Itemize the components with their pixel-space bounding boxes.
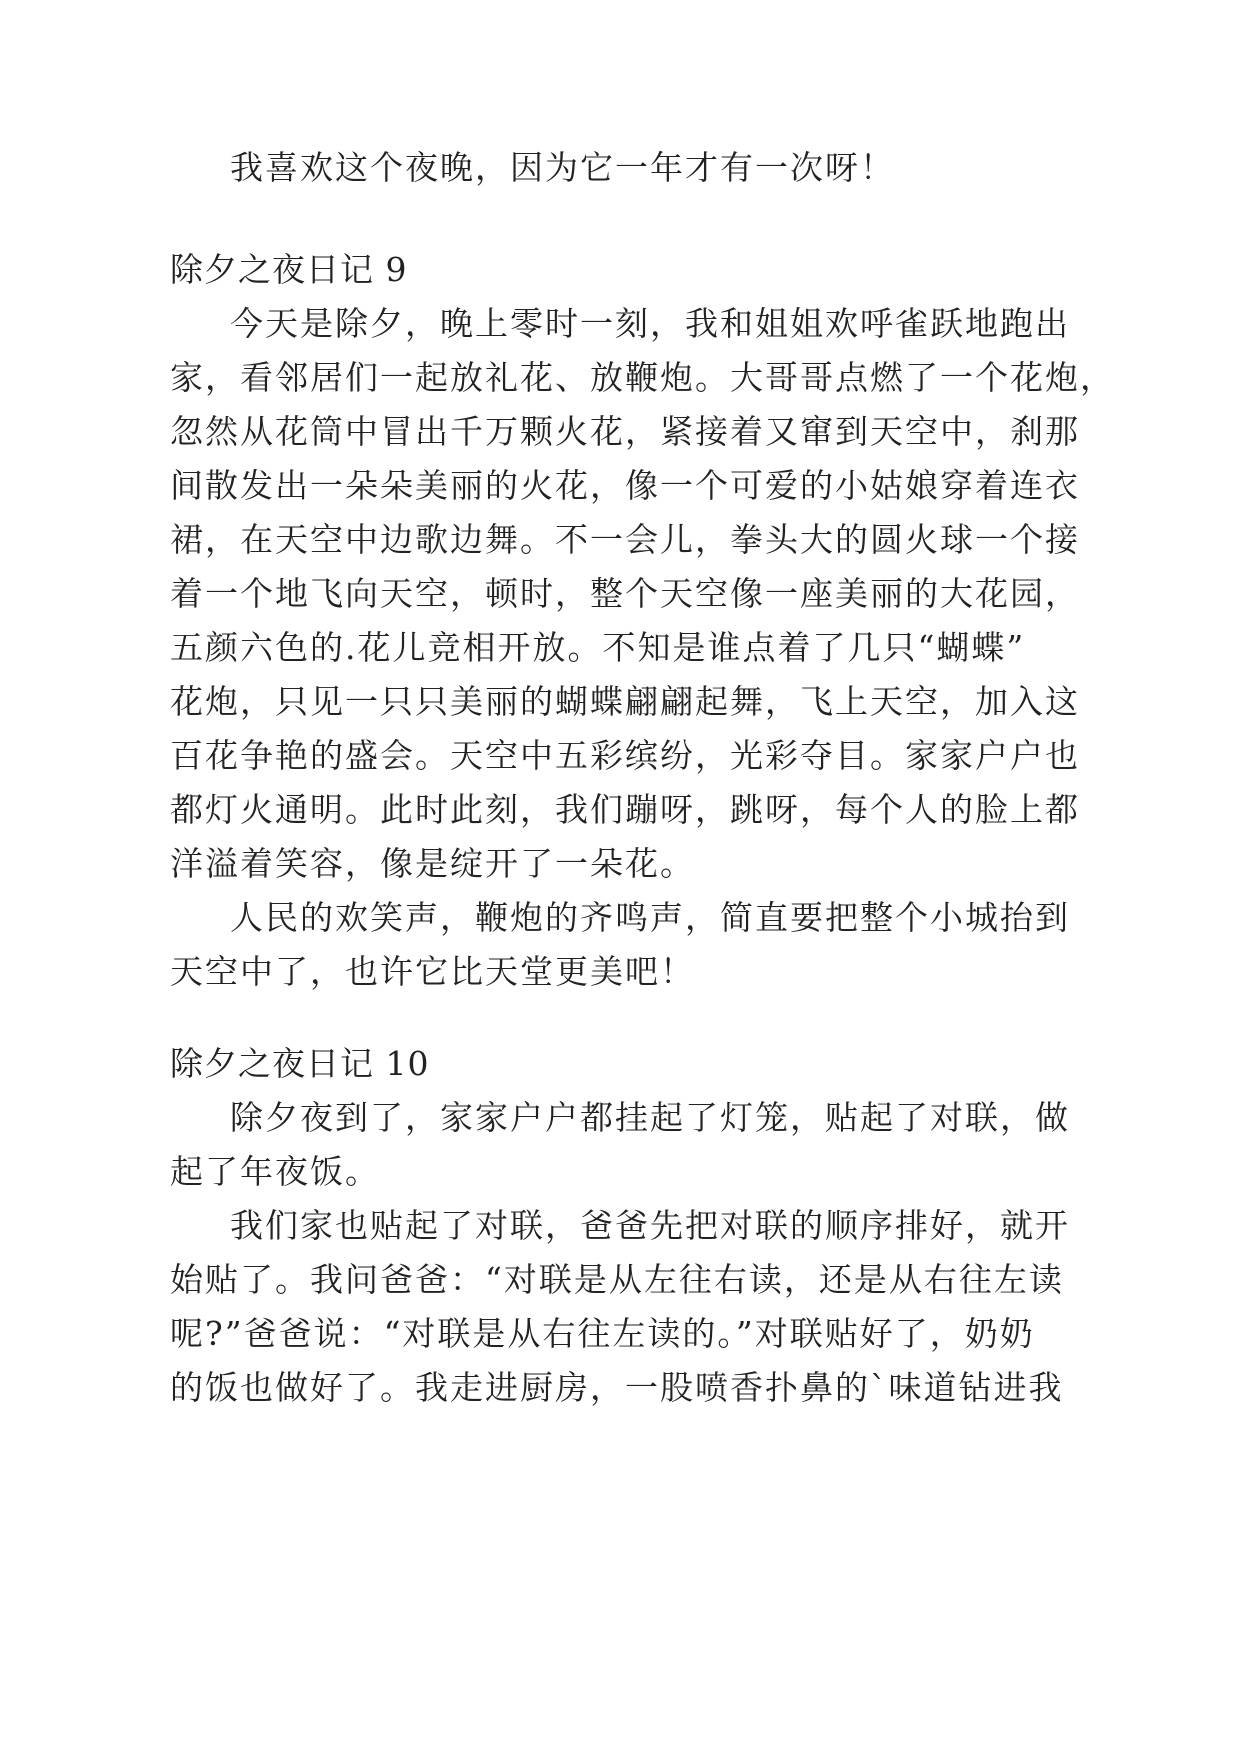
paragraph-line: 家，看邻居们一起放礼花、放鞭炮。大哥哥点燃了一个花炮， [170, 358, 1115, 397]
paragraph-line: 着一个地飞向天空，顿时，整个天空像一座美丽的大花园， [170, 574, 1080, 613]
paragraph-line: 今天是除夕，晚上零时一刻，我和姐姐欢呼雀跃地跑出 [230, 304, 1070, 343]
section-title: 除夕之夜日记 10 [170, 1044, 430, 1083]
paragraph-line: 五颜六色的.花儿竞相开放。不知是谁点着了几只“蝴蝶” [170, 628, 1026, 667]
paragraph-line: 起了年夜饭。 [170, 1152, 380, 1191]
paragraph-line: 呢?”爸爸说：“对联是从右往左读的。”对联贴好了，奶奶 [170, 1314, 1035, 1353]
paragraph-line: 洋溢着笑容，像是绽开了一朵花。 [170, 844, 695, 883]
paragraph-line: 百花争艳的盛会。天空中五彩缤纷，光彩夺目。家家户户也 [170, 736, 1080, 775]
paragraph-line: 的饭也做好了。我走进厨房，一股喷香扑鼻的`味道钻进我 [170, 1368, 1064, 1407]
paragraph-line: 我喜欢这个夜晚，因为它一年才有一次呀！ [230, 148, 895, 187]
paragraph-line: 人民的欢笑声，鞭炮的齐鸣声，简直要把整个小城抬到 [230, 898, 1070, 937]
paragraph-line: 间散发出一朵朵美丽的火花，像一个可爱的小姑娘穿着连衣 [170, 466, 1080, 505]
paragraph-line: 都灯火通明。此时此刻，我们蹦呀，跳呀，每个人的脸上都 [170, 790, 1080, 829]
paragraph-line: 天空中了，也许它比天堂更美吧！ [170, 952, 695, 991]
paragraph-line: 忽然从花筒中冒出千万颗火花，紧接着又窜到天空中，刹那 [170, 412, 1080, 451]
paragraph-line: 我们家也贴起了对联，爸爸先把对联的顺序排好，就开 [230, 1206, 1070, 1245]
section-title: 除夕之夜日记 9 [170, 250, 408, 289]
paragraph-line: 除夕夜到了，家家户户都挂起了灯笼，贴起了对联，做 [230, 1098, 1070, 1137]
paragraph-line: 始贴了。我问爸爸：“对联是从左往右读，还是从右往左读 [170, 1260, 1064, 1299]
paragraph-line: 裙，在天空中边歌边舞。不一会儿，拳头大的圆火球一个接 [170, 520, 1080, 559]
paragraph-line: 花炮，只见一只只美丽的蝴蝶翩翩起舞，飞上天空，加入这 [170, 682, 1080, 721]
